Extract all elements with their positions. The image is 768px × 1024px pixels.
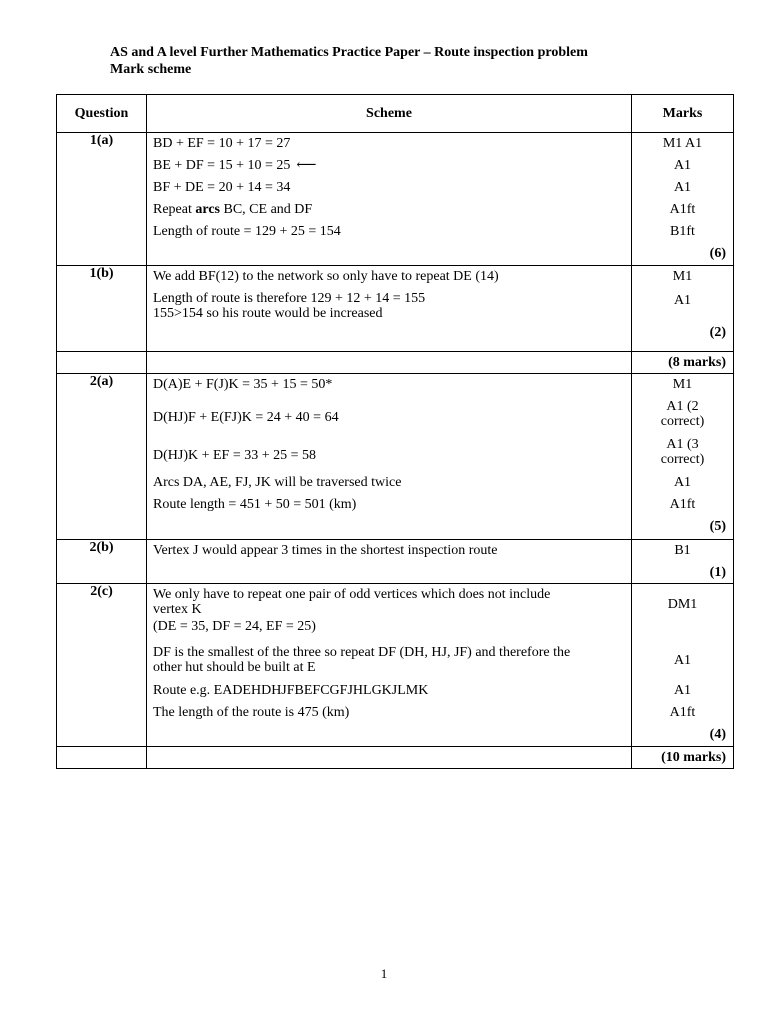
column-header-marks: Marks [632,95,734,133]
subtotal-2c: (4) [709,727,726,742]
question-label-2a: 2(a) [57,374,147,540]
table-row-1b [57,266,734,352]
total-q2: (10 marks) [661,750,726,765]
mark: B1ft [670,224,695,239]
scheme-line: Length of route is therefore 129 + 12 + 14 = 155 [153,291,426,306]
scheme-line: Repeat arcs BC, CE and DF [153,202,313,217]
mark: A1 [673,293,692,308]
scheme-cell-2b [147,540,632,584]
scheme-line: D(A)E + F(J)K = 35 + 15 = 50* [153,377,333,392]
left-arrow-icon: ⟵ [296,158,317,173]
column-header-question: Question [57,95,147,133]
subtotal-2b: (1) [709,565,726,580]
document-header [110,44,588,78]
mark: A1 (3 [666,437,699,452]
mark: correct) [660,414,705,429]
mark: B1 [674,543,691,558]
scheme-cell-2c [147,584,632,747]
marks-cell-2c [632,584,734,747]
mark: A1 [673,683,692,698]
scheme-line: BE + DF = 15 + 10 = 25 ⟵ [153,158,317,173]
total-q1: (8 marks) [668,355,726,370]
marks-cell-1a [632,133,734,266]
table-row-q2-total [57,747,734,769]
mark: A1ft [669,202,696,217]
scheme-line: Vertex J would appear 3 times in the shortest inspection route [153,543,498,558]
scheme-line: D(HJ)K + EF = 33 + 25 = 58 [153,448,317,463]
mark: A1 [673,653,692,668]
scheme-line: BF + DE = 20 + 14 = 34 [153,180,291,195]
scheme-line: Route e.g. EADEHDHJFBEFCGFJHLGKJLMK [153,683,429,698]
mark: A1ft [669,497,696,512]
table-row-1a [57,133,734,266]
mark: M1 [672,377,693,392]
mark: M1 A1 [662,136,703,151]
scheme-cell-1a [147,133,632,266]
scheme-line: (DE = 35, DF = 24, EF = 25) [153,619,316,634]
scheme-line: Route length = 451 + 50 = 501 (km) [153,497,357,512]
marks-cell-1b [632,266,734,352]
document-title: AS and A level Further Mathematics Practice Paper – Route inspection problem [110,45,588,60]
subtotal-1b: (2) [709,325,726,340]
page-number: 1 [380,966,388,981]
scheme-line: Length of route = 129 + 25 = 154 [153,224,341,239]
mark: correct) [660,452,705,467]
marks-cell-2a [632,374,734,540]
mark: A1 [673,475,692,490]
mark: M1 [672,269,693,284]
marks-cell-2b [632,540,734,584]
question-label-1b: 1(b) [57,266,147,352]
scheme-cell-1b [147,266,632,352]
scheme-line: D(HJ)F + E(FJ)K = 24 + 40 = 64 [153,410,339,425]
scheme-line: other hut should be built at E [153,660,316,675]
scheme-line: DF is the smallest of the three so repeat DF (DH, HJ, JF) and therefore the [153,645,571,660]
mark-scheme-table [56,94,734,769]
mark: A1 [673,180,692,195]
mark: A1 (2 [666,399,699,414]
table-row-q1-total [57,352,734,374]
scheme-line: The length of the route is 475 (km) [153,705,350,720]
scheme-line: We add BF(12) to the network so only have to repeat DE (14) [153,269,499,284]
scheme-line: 155>154 so his route would be increased [153,306,383,321]
scheme-line: vertex K [153,602,202,617]
question-label-2c: 2(c) [57,584,147,747]
table-row-2a [57,374,734,540]
mark: A1ft [669,705,696,720]
question-label-1a: 1(a) [57,133,147,266]
mark: DM1 [667,597,698,612]
subtotal-2a: (5) [709,519,726,534]
scheme-line: Arcs DA, AE, FJ, JK will be traversed twice [153,475,402,490]
scheme-cell-2a [147,374,632,540]
table-row-2b [57,540,734,584]
scheme-line: BD + EF = 10 + 17 = 27 [153,136,291,151]
scheme-line: We only have to repeat one pair of odd vertices which does not include [153,587,551,602]
subtotal-1a: (6) [709,246,726,261]
document-subtitle: Mark scheme [110,62,192,77]
table-header-row [57,95,734,133]
mark: A1 [673,158,692,173]
question-label-2b: 2(b) [57,540,147,584]
column-header-scheme: Scheme [147,95,632,133]
table-row-2c [57,584,734,747]
